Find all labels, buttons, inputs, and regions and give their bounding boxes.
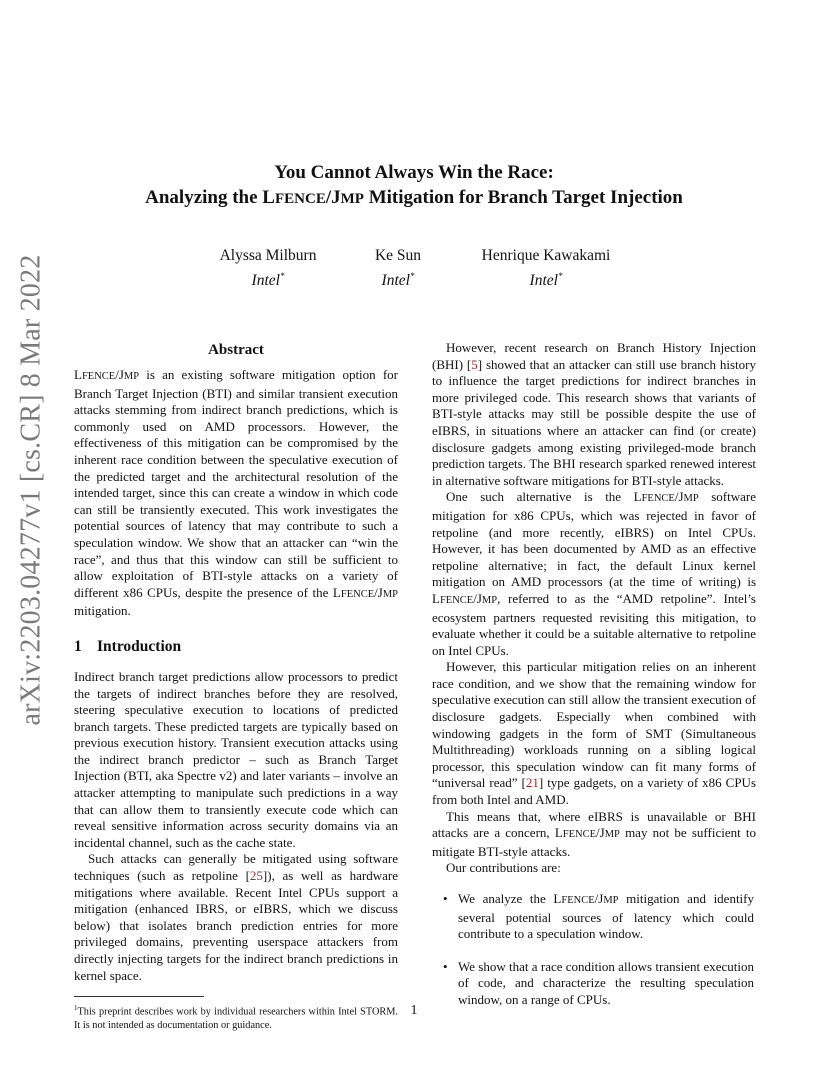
right-paragraph-2: One such alternative is the LFENCE/JMP software mitigation for x86 CPUs, which was rejected in favor of retpoline (and more recently, eIBRS) on Intel CPUs. However, it has been documented by AMD as an effective retpoline alternative; in fact, the default Linux kernel mitigation on AMD processors (at the time of writing) is LFENCE/JMP, referred to as the “AMD retpoline”. Intel’s ecosystem partners requested revisiting this mitigation, to evaluate whether it could be a suitable alternative to retpoline on Intel CPUs. [432, 489, 756, 658]
right-paragraph-1: However, recent research on Branch History Injection (BHI) [5] showed that an attacker can still use branch history to influence the target predictions for indirect branches in more privileged code. This research shows that variants of BTI-style attacks may still be possible despite the use of eIBRS, in situations where an attacker can find (or create) disclosure gadgets among existing privileged-mode branch prediction targets. The BHI research sparked renewed interest in alternative software mitigations for BTI-style attacks. [432, 340, 756, 488]
page-number: 1 [410, 1003, 418, 1018]
author-affiliation: Intel* [251, 271, 285, 290]
bullet-marker: • [443, 891, 448, 906]
citation-link[interactable]: 5 [471, 356, 478, 372]
author-affiliation: Intel* [529, 271, 563, 290]
citation-link[interactable]: 21 [525, 775, 539, 791]
list-item: • We show that a race condition allows transient execution of code, and characterize the resulting speculation window, on a range of CPUs. [443, 958, 754, 1007]
abstract-text: LFENCE/JMP is an existing software mitigation option for Branch Target Injection (BTI) and similar transient execution attacks stemming from indirect branch predictions, which is commonly used on AMD processors. However, the effectiveness of this mitigation can be compromised by the inherent race condition between the speculative execution of the predicted target and the architectural resolution of the intended target, since this can create a window in which code can still be transiently executed. This work investigates the potential sources of latency that may contribute to such a speculation window. We show that an attacker can “win the race”, and thus that this window can still be sufficient to allow exploitation of BTI-style attacks on a variety of different x86 CPUs, despite the presence of the LFENCE/JMP mitigation. [74, 367, 398, 619]
author-name: Alyssa Milburn [219, 247, 317, 264]
footnote-rule [74, 996, 204, 997]
intro-paragraph-1: Indirect branch target predictions allow processors to predict the targets of indirect branches before they are resolved, steering speculative execution to locations of predicted branch targets. These predicted targets are typically based on previous execution history. Transient execution attacks using the indirect branch predictor – such as Branch Target Injection (BTI, aka Spectre v2) and later variants – involve an attacker attempting to manipulate such predictions in a way that can allow them to transiently execute code which can reveal sensitive information across security domains via an incidental channel, such as the cache state. [74, 668, 398, 850]
section-heading-introduction: 1 Introduction [74, 637, 182, 655]
author-block [0, 245, 828, 290]
title-line-1: You Cannot Always Win the Race: [274, 162, 554, 183]
arxiv-sidebar [8, 254, 54, 726]
author-name: Henrique Kawakami [481, 247, 611, 264]
left-column [74, 340, 398, 1032]
author-affiliation: Intel* [381, 271, 415, 290]
right-paragraph-5: Our contributions are: [446, 860, 561, 876]
bullet-marker: • [443, 958, 448, 974]
author-1 [208, 245, 328, 291]
right-column [432, 340, 756, 1025]
right-paragraph-3: However, this particular mitigation relies on an inherent race condition, and we show that the remaining window for speculative execution can still allow the transient execution of disclosure gadgets. Especially when combined with windowing gadgets in the form of SMT (Simultaneous Multithreading) workloads running on a sibling logical processor, this speculation window can fit many forms of “universal read” [21] type gadgets, on a variety of x86 CPUs from both Intel and AMD. [432, 659, 756, 808]
author-3 [466, 245, 626, 291]
list-item: • We analyze the LFENCE/JMP mitigation and identify several potential sources of latency which could contribute to a speculation window. [443, 891, 754, 942]
author-name: Ke Sun [374, 247, 422, 264]
contributions-list [432, 891, 756, 1009]
title-line-2: Analyzing the LFENCE/JMP Mitigation for Branch Target Injection [145, 187, 683, 208]
paper-title [0, 160, 828, 212]
citation-link[interactable]: 25 [249, 868, 263, 884]
right-paragraph-4: This means that, where eIBRS is unavailable or BHI attacks are a concern, LFENCE/JMP may not be sufficient to mitigate BTI-style attacks. [432, 808, 757, 859]
intro-paragraph-2: Such attacks can generally be mitigated using software techniques (such as retpoline [25]), as well as hardware mitigations where available. Recent Intel CPUs support a mitigation (enhanced IBRS, or eIBRS, which we discuss below) that isolates branch prediction entries for more privileged domains, preventing userspace attackers from directly injecting targets for the indirect branch predictions in kernel space. [74, 851, 398, 983]
arxiv-identifier: arXiv:2203.04277v1 [cs.CR] 8 Mar 2022 [15, 254, 46, 726]
footnote: $^1$This preprint describes work by individual researchers within Intel STORM. It is not intended as documentation or guidance. [74, 1004, 398, 1031]
abstract-heading: Abstract [208, 342, 264, 358]
author-2 [356, 245, 440, 291]
